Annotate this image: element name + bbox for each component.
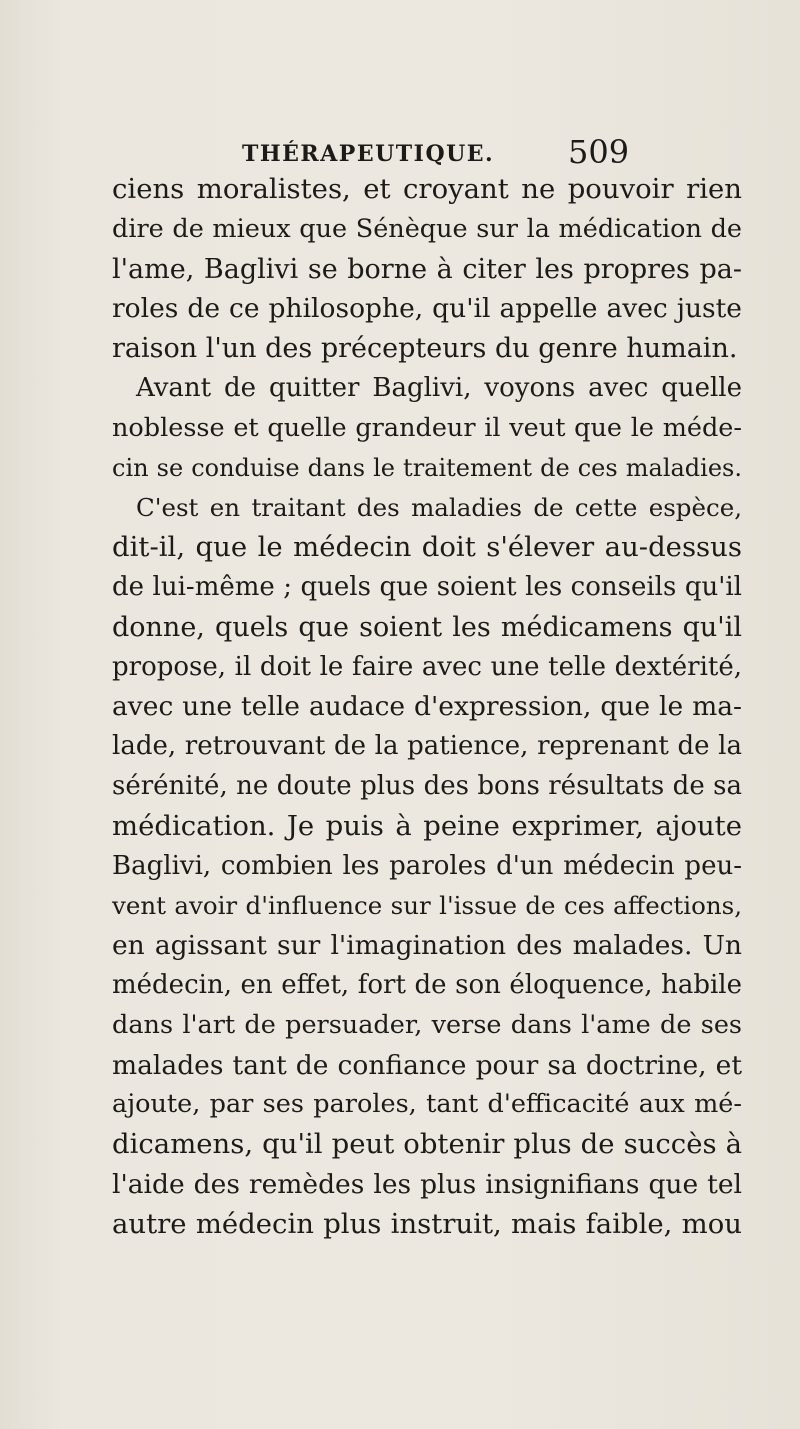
text-line: l'ame, Baglivi se borne à citer les propres pa-	[112, 253, 742, 285]
text-line: ciens moralistes, et croyant ne pouvoir rien	[112, 173, 742, 205]
text-line: vent avoir d'influence sur l'issue de ces affections,	[112, 891, 742, 921]
text-line: dit-il, que le médecin doit s'élever au-dessus	[112, 531, 742, 564]
text-line: autre médecin plus instruit, mais faible, mou	[112, 1207, 742, 1240]
text-line: Avant de quitter Baglivi, voyons avec quelle	[136, 372, 742, 403]
text-line: médecin, en effet, fort de son éloquence, habile	[112, 969, 742, 1000]
text-line: raison l'un des précepteurs du genre humain.	[112, 333, 738, 365]
text-line: dans l'art de persuader, verse dans l'ame de ses	[112, 1009, 742, 1040]
text-line: lade, retrouvant de la patience, reprenant de la	[112, 731, 742, 762]
text-line: ajoute, par ses paroles, tant d'efficacité aux mé-	[112, 1089, 742, 1120]
text-line: C'est en traitant des maladies de cette espèce,	[136, 493, 742, 523]
text-line: sérénité, ne doute plus des bons résultats de sa	[112, 770, 742, 801]
text-line: de lui-même ; quels que soient les conseils qu'il	[112, 571, 742, 602]
text-line: cin se conduise dans le traitement de ces maladies.	[112, 453, 742, 482]
text-line: roles de ce philosophe, qu'il appelle avec juste	[112, 293, 742, 325]
text-line: propose, il doit le faire avec une telle dextérité,	[112, 651, 742, 682]
text-line: dicamens, qu'il peut obtenir plus de succès à	[112, 1128, 742, 1161]
text-line: avec une telle audace d'expression, que le ma-	[112, 691, 742, 723]
page-header	[0, 134, 800, 174]
text-line: Baglivi, combien les paroles d'un médecin peu-	[112, 850, 742, 881]
text-line: donne, quels que soient les médicamens qu'il	[112, 611, 742, 643]
text-line: dire de mieux que Sénèque sur la médication de	[112, 213, 742, 244]
running-title: THÉRAPEUTIQUE.	[242, 141, 495, 167]
text-line: l'aide des remèdes les plus insignifians que tel	[112, 1168, 742, 1200]
text-line: médication. Je puis à peine exprimer, ajoute	[112, 809, 742, 842]
text-line: malades tant de confiance pour sa doctrine, et	[112, 1049, 742, 1081]
text-line: noblesse et quelle grandeur il veut que le méde-	[112, 412, 742, 443]
body-text	[112, 170, 742, 1245]
text-line: en agissant sur l'imagination des malades. Un	[112, 930, 742, 962]
page-number: 509	[568, 133, 630, 171]
